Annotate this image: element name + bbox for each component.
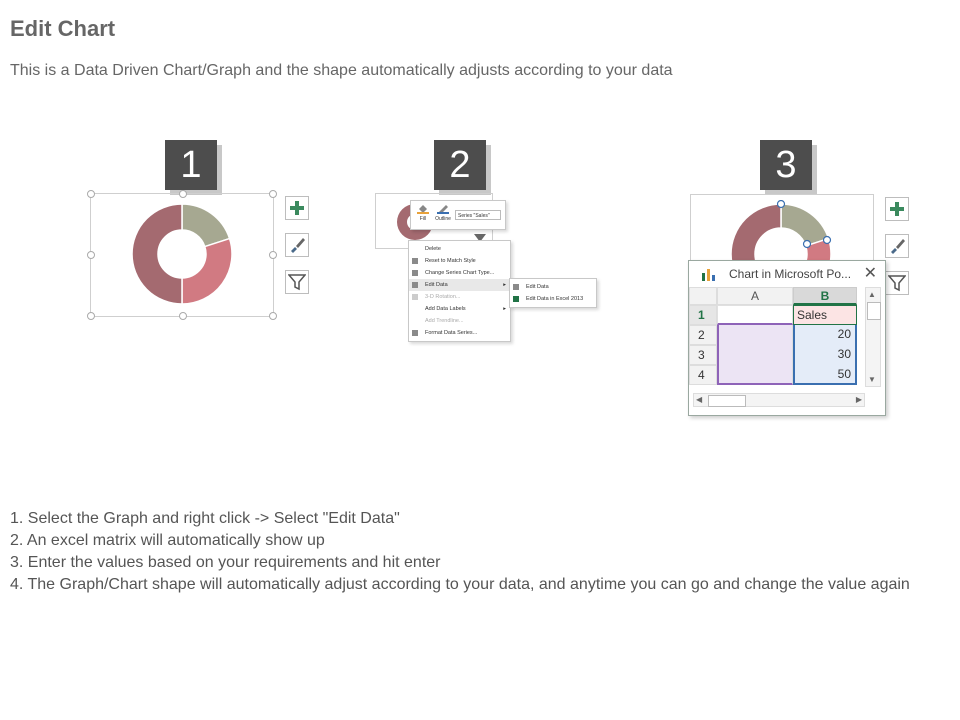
page-title: Edit Chart [10, 16, 116, 41]
outline-label: Outline [435, 216, 451, 222]
donut-slice-1[interactable] [781, 204, 829, 246]
menu-item-label: Reset to Match Style [425, 258, 476, 264]
menu-item-add-trendline[interactable] [409, 315, 510, 327]
instruction-step-1: 1. Select the Graph and right click -> Select "Edit Data" [10, 510, 400, 527]
resize-handle[interactable] [179, 190, 187, 198]
menu-item-change-chart-type[interactable] [409, 267, 510, 279]
cell-b4[interactable]: 50 [793, 365, 857, 385]
cell-a2[interactable] [717, 325, 793, 345]
row-header[interactable]: 1 [689, 305, 717, 325]
series-select[interactable] [455, 210, 501, 220]
chart-filters-button[interactable] [885, 271, 909, 295]
chart-elements-button[interactable] [285, 196, 309, 220]
fill-bucket-icon [417, 204, 429, 214]
selection-handle[interactable] [778, 201, 785, 208]
excel-title-bar [689, 261, 885, 287]
submenu-item-edit-data[interactable] [510, 281, 596, 293]
instruction-step-3: 3. Enter the values based on your requirements and hit enter [10, 554, 441, 571]
cell-b1[interactable]: Sales [793, 305, 857, 325]
scrollbar-thumb[interactable] [867, 302, 881, 320]
chart-filters-button[interactable] [285, 270, 309, 294]
chart-type-icon [412, 270, 418, 276]
step-3-badge: 3 [760, 140, 812, 190]
series-select-value: Series "Sales" [458, 213, 490, 219]
rotation-icon [412, 294, 418, 300]
resize-handle[interactable] [87, 312, 95, 320]
cell-b3[interactable]: 30 [793, 345, 857, 365]
donut-chart-1[interactable] [128, 200, 236, 308]
close-icon[interactable]: ✕ [863, 265, 877, 282]
row-header[interactable]: 2 [689, 325, 717, 345]
menu-item-label: Delete [425, 246, 441, 252]
selection-handle[interactable] [824, 237, 831, 244]
step-2-badge: 2 [434, 140, 486, 190]
cell-a4[interactable] [717, 365, 793, 385]
format-icon [412, 330, 418, 336]
menu-item-label: Edit Data [425, 282, 448, 288]
submenu-arrow-icon: ▸ [503, 306, 506, 312]
submenu-item-label: Edit Data in Excel 2013 [526, 296, 584, 302]
menu-item-label: Format Data Series... [425, 330, 478, 336]
menu-item-label: 3-D Rotation... [425, 294, 461, 300]
chart-styles-button[interactable] [885, 234, 909, 258]
resize-handle[interactable] [269, 251, 277, 259]
page-subtitle: This is a Data Driven Chart/Graph and the shape automatically adjusts according to your data [10, 62, 673, 79]
excel-icon [513, 296, 519, 302]
menu-item-format-data-series[interactable] [409, 327, 510, 339]
reset-icon [412, 258, 418, 264]
scroll-right-icon[interactable]: ▶ [855, 395, 862, 404]
chart-icon [701, 267, 717, 281]
row-header[interactable]: 3 [689, 345, 717, 365]
chart-styles-button[interactable] [285, 233, 309, 257]
scroll-left-icon[interactable]: ◀ [696, 395, 703, 404]
filter-icon [288, 273, 306, 291]
edit-data-icon [412, 282, 418, 288]
donut-slice-2[interactable] [182, 239, 232, 304]
plus-icon [889, 201, 905, 217]
edit-data-submenu [509, 278, 597, 308]
menu-item-label: Change Series Chart Type... [425, 270, 495, 276]
resize-handle[interactable] [269, 312, 277, 320]
menu-item-reset-style[interactable] [409, 255, 510, 267]
menu-item-delete[interactable] [409, 243, 510, 255]
resize-handle[interactable] [179, 312, 187, 320]
paintbrush-icon [888, 237, 906, 255]
instruction-step-2: 2. An excel matrix will automatically show up [10, 532, 325, 549]
mini-toolbar [410, 200, 506, 230]
cell-a3[interactable] [717, 345, 793, 365]
plus-icon [289, 200, 305, 216]
context-menu [408, 240, 511, 342]
cell-a1[interactable] [717, 305, 793, 325]
fill-label: Fill [419, 216, 427, 222]
submenu-item-edit-data-excel[interactable] [510, 293, 596, 305]
select-all-corner[interactable] [689, 287, 717, 305]
horizontal-scrollbar[interactable] [693, 393, 865, 407]
donut-slice-3[interactable] [132, 204, 182, 304]
menu-item-add-data-labels[interactable] [409, 303, 510, 315]
submenu-arrow-icon: ▸ [503, 282, 506, 288]
filter-icon [888, 274, 906, 292]
resize-handle[interactable] [87, 251, 95, 259]
resize-handle[interactable] [269, 190, 277, 198]
excel-window-title: Chart in Microsoft Po... [729, 267, 852, 281]
paintbrush-icon [288, 236, 306, 254]
menu-item-label: Add Trendline... [425, 318, 464, 324]
outline-button[interactable] [433, 204, 453, 222]
fill-button[interactable] [415, 204, 431, 222]
outline-pen-icon [437, 204, 449, 214]
instructions [10, 508, 940, 596]
submenu-item-label: Edit Data [526, 284, 549, 290]
menu-item-edit-data[interactable] [409, 279, 510, 291]
resize-handle[interactable] [87, 190, 95, 198]
scrollbar-thumb[interactable] [708, 395, 746, 407]
cell-b2[interactable]: 20 [793, 325, 857, 345]
vertical-scrollbar[interactable] [865, 287, 881, 387]
menu-item-label: Add Data Labels [425, 306, 466, 312]
row-header[interactable]: 4 [689, 365, 717, 385]
selection-handle[interactable] [804, 241, 811, 248]
scroll-down-icon[interactable]: ▼ [868, 375, 876, 384]
column-header-b[interactable]: B [793, 287, 857, 305]
excel-window [688, 260, 886, 416]
sheet-icon [513, 284, 519, 290]
instruction-step-4: 4. The Graph/Chart shape will automatically adjust according to your data, and anytime you can go and change the value again [10, 576, 910, 593]
step-1-badge: 1 [165, 140, 217, 190]
menu-item-3d-rotation[interactable] [409, 291, 510, 303]
scroll-up-icon[interactable]: ▲ [868, 290, 876, 299]
chart-elements-button[interactable] [885, 197, 909, 221]
column-header-a[interactable]: A [717, 287, 793, 305]
